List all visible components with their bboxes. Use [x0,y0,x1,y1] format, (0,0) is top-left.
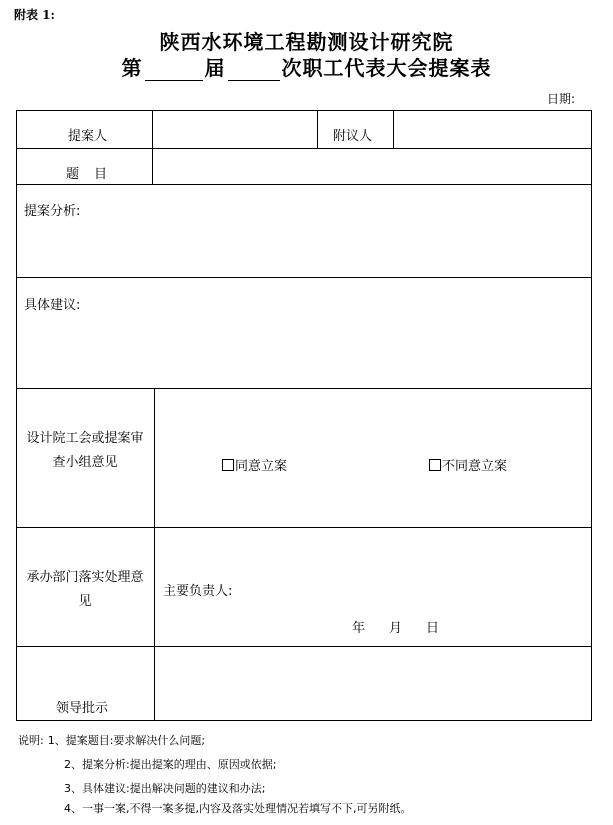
agree-checkbox[interactable] [222,459,234,471]
handling-label: 承办部门落实处理意见 [26,570,144,609]
topic-label: 题 目 [66,167,109,182]
row-divider [16,184,592,185]
form-title [0,52,613,81]
date-label: 日期: [546,92,575,106]
row-divider [16,277,592,278]
session-prefix: 第 [121,56,143,80]
meeting-number-blank[interactable] [228,62,280,81]
year-label: 年 [352,621,366,636]
proposer-label: 提案人 [68,129,108,144]
seconder-field[interactable] [394,111,591,148]
row-divider [16,527,592,528]
disagree-option[interactable] [429,455,507,474]
table-border-right [591,110,592,721]
disagree-checkbox[interactable] [429,459,441,471]
attachment-label: 附表 1: [14,8,55,22]
suggestion-field[interactable] [17,314,591,387]
table-border-left [16,110,17,721]
review-label: 设计院工会或提案审查小组意见 [26,431,144,470]
notes-intro: 说明: [18,734,44,747]
session-number-blank[interactable] [145,62,203,81]
org-title: 陕西水环境工程勘测设计研究院 [159,30,454,54]
table-border-bottom [16,720,592,721]
responsible-label: 主要负责人: [163,584,233,599]
leader-field[interactable] [155,647,591,720]
note-item: 2、提案分析:提出提案的理由、原因或依据; [64,758,277,771]
session-mid: 届 [204,56,226,80]
day-label: 日 [426,621,440,636]
row-divider [16,388,592,389]
session-suffix: 次职工代表大会提案表 [281,56,492,80]
suggestion-label: 具体建议: [24,298,81,313]
agree-option[interactable] [222,455,287,474]
note-item: 4、一事一案,不得一案多提,内容及落实处理情况若填写不下,可另附纸。 [64,802,412,815]
note-item: 1、提案题目:要求解决什么问题; [47,734,206,747]
analysis-field[interactable] [17,220,591,276]
notes-line-1 [18,732,205,748]
topic-field[interactable] [153,149,591,184]
month-label: 月 [389,621,403,636]
agree-option-label: 同意立案 [235,459,288,474]
disagree-option-label: 不同意立案 [442,459,508,474]
leader-label: 领导批示 [56,701,109,716]
proposer-field[interactable] [153,111,317,148]
note-item: 3、具体建议:提出解决问题的建议和办法; [64,782,266,795]
analysis-label: 提案分析: [24,204,81,219]
seconder-label: 附议人 [333,129,373,144]
col-divider [317,110,318,149]
